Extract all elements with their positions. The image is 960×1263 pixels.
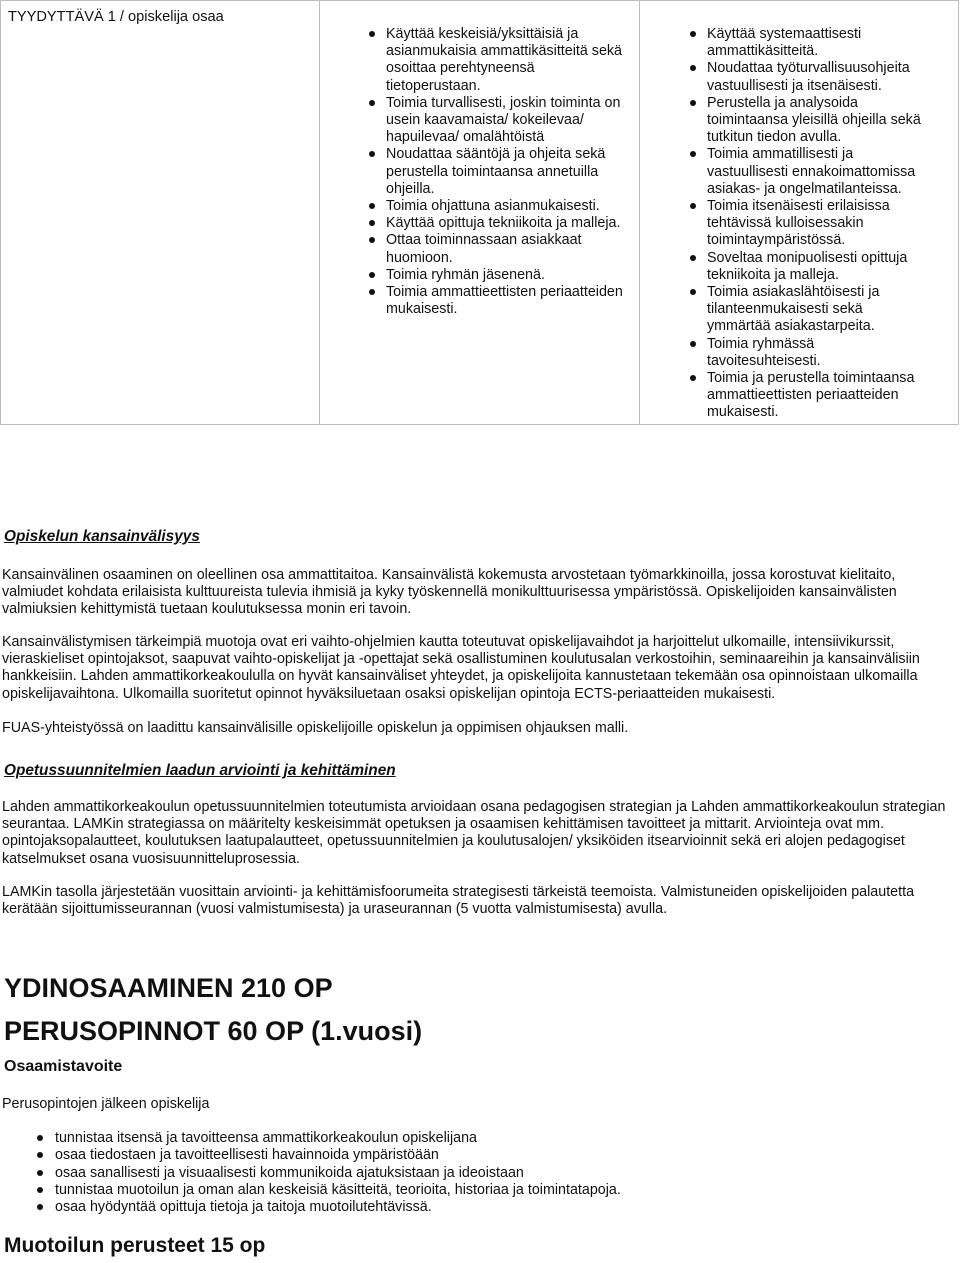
- criteria-item: Noudattaa työturvallisuusohjeita vastuullisesti ja itsenäisesti.: [640, 60, 958, 94]
- criteria-column-1: [0, 0, 320, 425]
- paragraph: Lahden ammattikorkeakoulun opetussuunnitelmien toteutumista arvioidaan osana pedagogisen strategian ja Lahden ammattikorkeakoulun strategian seurantaa. LAMKin strategiassa on määritelty keskeisimmät opetuksen ja osaamisen kehittämisen tavoitteet ja mittarit. Arviointeja ovat mm. opintojaksopalautteet, koulutuksen laatupalautteet, opetussuunnitelmien ja koulutusalojen/ yksiköiden itsearvioinnit sekä eri alojen pedagogiset katselmukset osana vuosisuunnitteluprosessia.: [2, 799, 946, 867]
- criteria-item: Toimia ammatillisesti ja vastuullisesti ennakoimattomissa asiakas- ja ongelmatilanteissa.: [640, 146, 958, 198]
- criteria-item: Toimia asiakaslähtöisesti ja tilanteenmukaisesti sekä ymmärtää asiakastarpeita.: [640, 284, 958, 336]
- goal-intro: Perusopintojen jälkeen opiskelija: [2, 1096, 210, 1112]
- criteria-item: Toimia ryhmän jäsenenä.: [320, 267, 639, 284]
- criteria-item: Toimia ja perustella toimintaansa ammattieettisten periaatteiden mukaisesti.: [640, 370, 958, 422]
- goal-list: [0, 1130, 621, 1216]
- goal-item: tunnistaa muotoilun ja oman alan keskeisiä käsitteitä, teorioita, historiaa ja toimintatapoja.: [0, 1182, 621, 1199]
- goal-item: osaa sanallisesti ja visuaalisesti kommunikoida ajatuksistaan ja ideoistaan: [0, 1165, 621, 1182]
- criteria-item: Käyttää systemaattisesti ammattikäsitteitä.: [640, 26, 958, 60]
- criteria-list: [320, 26, 639, 318]
- criteria-item: Noudattaa sääntöjä ja ohjeita sekä perustella toimintaansa annetuilla ohjeilla.: [320, 146, 639, 198]
- criteria-column-title: TYYDYTTÄVÄ 1 / opiskelija osaa: [8, 9, 224, 25]
- criteria-item: Toimia ryhmässä tavoitesuhteisesti.: [640, 336, 958, 370]
- goal-heading: Osaamistavoite: [4, 1058, 123, 1075]
- section-heading-internationality: Opiskelun kansainvälisyys: [4, 528, 200, 545]
- goal-item: osaa hyödyntää opittuja tietoja ja taitoja muotoilutehtävissä.: [0, 1199, 621, 1216]
- paragraph: FUAS-yhteistyössä on laadittu kansainvälisille opiskelijoille opiskelun ja oppimisen ohjauksen malli.: [2, 720, 629, 736]
- criteria-item: Toimia turvallisesti, joskin toiminta on usein kaavamaista/ kokeilevaa/ hapuilevaa/ omalähtöistä: [320, 95, 639, 147]
- course-title: Muotoilun perusteet 15 op: [4, 1234, 266, 1257]
- paragraph: LAMKin tasolla järjestetään vuosittain arviointi- ja kehittämisfoorumeita strategisesti tärkeistä teemoista. Valmistuneiden opiskelijoiden palautetta kerätään sijoittumisseurannan (vuosi valmistumisesta) ja uraseurannan (5 vuotta valmistumisesta) avulla.: [2, 884, 915, 918]
- basic-studies-title: PERUSOPINNOT 60 OP (1.vuosi): [4, 1016, 423, 1046]
- criteria-item: Käyttää keskeisiä/yksittäisiä ja asianmukaisia ammattikäsitteitä sekä osoittaa perehtyneensä tietoperustaan.: [320, 26, 639, 95]
- section-heading-quality: Opetussuunnitelmien laadun arviointi ja kehittäminen: [4, 762, 396, 779]
- criteria-item: Toimia ammattieettisten periaatteiden mukaisesti.: [320, 284, 639, 318]
- criteria-item: Perustella ja analysoida toimintaansa yleisillä ohjeilla sekä tutkitun tiedon avulla.: [640, 95, 958, 147]
- goal-item: tunnistaa itsensä ja tavoitteensa ammattikorkeakoulun opiskelijana: [0, 1130, 621, 1147]
- criteria-column-2: [319, 0, 640, 425]
- core-title: YDINOSAAMINEN 210 OP: [4, 973, 333, 1003]
- paragraph: Kansainvälinen osaaminen on oleellinen osa ammattitaitoa. Kansainvälistä kokemusta arvostetaan työmarkkinoilla, jossa korostuvat kielitaito, valmiudet kohdata erilaisista kulttuureista tulevia ihmisiä ja kyky työskennellä monikulttuurisessa ympäristössä. Opiskelijoiden kansainvälisten valmiuksien kehittymistä tuetaan koulutuksessa monin eri tavoin.: [2, 567, 897, 618]
- goal-item: osaa tiedostaen ja tavoitteellisesti havainnoida ympäristöään: [0, 1147, 621, 1164]
- paragraph: Kansainvälistymisen tärkeimpiä muotoja ovat eri vaihto-ohjelmien kautta toteutuvat opiskelijavaihdot ja harjoittelut ulkomaille, intensiivikurssit, vieraskieliset opintojaksot, saapuvat vaihto-opiskelijat ja -opettajat sekä osallistuminen koulutusalan verkostoihin, seminaareihin ja kansainvälisiin hankkeisiin. Lahden ammattikorkeakoululla on hyvät kansainväliset yhteydet, ja opiskelijoita kannustetaan tekemään osa opinnoistaan ulkomailla opiskelijavaihtona. Ulkomailla suoritetut opinnot hyväksiluetaan osaksi opiskelijan opintoja ECTS-periaatteiden mukaisesti.: [2, 634, 920, 702]
- criteria-table: [0, 0, 959, 426]
- criteria-item: Ottaa toiminnassaan asiakkaat huomioon.: [320, 232, 639, 266]
- criteria-list: [640, 26, 958, 422]
- criteria-item: Soveltaa monipuolisesti opittuja tekniikoita ja malleja.: [640, 250, 958, 284]
- criteria-column-3: [639, 0, 959, 425]
- criteria-item: Toimia ohjattuna asianmukaisesti.: [320, 198, 639, 215]
- criteria-item: Käyttää opittuja tekniikoita ja malleja.: [320, 215, 639, 232]
- criteria-item: Toimia itsenäisesti erilaisissa tehtävissä kulloisessakin toimintaympäristössä.: [640, 198, 958, 250]
